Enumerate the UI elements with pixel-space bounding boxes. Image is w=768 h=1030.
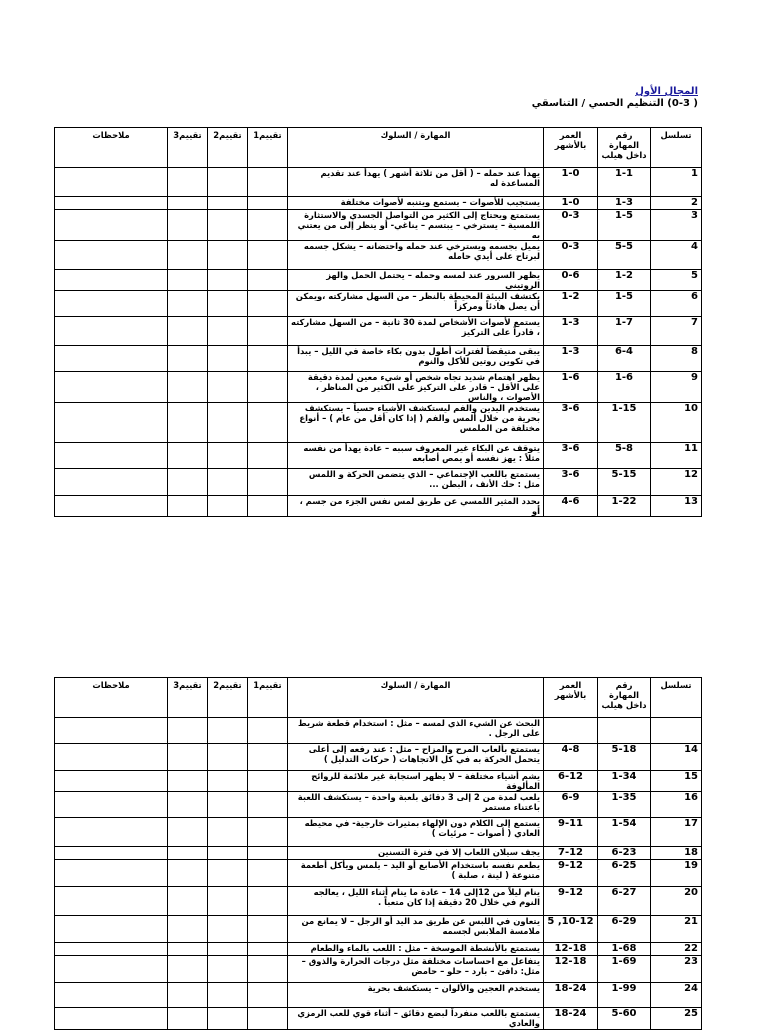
- eval2-cell: [208, 792, 248, 818]
- age-cell: 4-8: [544, 744, 598, 771]
- age-cell: 1-3: [544, 346, 598, 372]
- table-header-row: [55, 678, 702, 718]
- skill-number-cell: [598, 718, 651, 744]
- skills-table-2: [54, 677, 702, 1030]
- eval2-cell: [208, 887, 248, 916]
- eval2-cell: [208, 168, 248, 197]
- table-row: [55, 317, 702, 346]
- behavior-cell: يستخدم العجين والألوان – يستكشف بحرية: [288, 983, 544, 1008]
- notes-cell: [55, 372, 168, 403]
- eval3-cell: [168, 346, 208, 372]
- eval2-cell: [208, 291, 248, 317]
- table-row: [55, 270, 702, 291]
- skill-number-cell: 1-68: [598, 943, 651, 956]
- eval2-cell: [208, 241, 248, 270]
- table-row: [55, 956, 702, 983]
- serial-cell: 19: [651, 860, 702, 887]
- table-row: [55, 983, 702, 1008]
- header-eval1: تقييم1: [248, 128, 288, 168]
- notes-cell: [55, 403, 168, 443]
- skill-number-cell: 5-8: [598, 443, 651, 469]
- age-cell: 18-24: [544, 983, 598, 1008]
- table-row: [55, 346, 702, 372]
- header-age: العمر بالأشهر: [544, 128, 598, 168]
- eval1-cell: [248, 887, 288, 916]
- skill-number-cell: 1-34: [598, 771, 651, 792]
- serial-cell: 10: [651, 403, 702, 443]
- behavior-cell: يستمتع ويحتاج إلى الكثير من التواصل الجسدي والاستثارة اللمسية – يسترخي – يبتسم – يناغي- أو ينظر إلى من يعتني به: [288, 210, 544, 241]
- eval2-cell: [208, 469, 248, 496]
- behavior-cell: يستمتع باللعب الإجتماعي – الذي يتضمن الحركة و اللمس مثل : حك الأنف ، البطن ...: [288, 469, 544, 496]
- behavior-cell: يتوقف عن البكاء غير المعروف سببه – عادة يهدأ من نفسه مثلاً : يهز نفسه أو يمص أصابعه: [288, 443, 544, 469]
- eval3-cell: [168, 887, 208, 916]
- eval3-cell: [168, 792, 208, 818]
- eval3-cell: [168, 317, 208, 346]
- age-cell: 1-6: [544, 372, 598, 403]
- header-serial: تسلسل: [651, 128, 702, 168]
- domain-heading: [532, 86, 698, 110]
- eval3-cell: [168, 860, 208, 887]
- eval1-cell: [248, 168, 288, 197]
- behavior-cell: يتفاعل مع احساسات مختلفة مثل درجات الحرارة والذوق –مثل: دافئ – بارد – حلو – حامض: [288, 956, 544, 983]
- header-age: العمر بالأشهر: [544, 678, 598, 718]
- eval2-cell: [208, 847, 248, 860]
- skill-number-cell: 1-99: [598, 983, 651, 1008]
- eval3-cell: [168, 469, 208, 496]
- eval3-cell: [168, 983, 208, 1008]
- serial-cell: 6: [651, 291, 702, 317]
- eval2-cell: [208, 718, 248, 744]
- table-row: [55, 847, 702, 860]
- notes-cell: [55, 943, 168, 956]
- notes-cell: [55, 346, 168, 372]
- eval2-cell: [208, 270, 248, 291]
- skill-number-cell: 5-60: [598, 1008, 651, 1030]
- table-row: [55, 403, 702, 443]
- header-skill-no: رقم المهارة داخل هيلب: [598, 128, 651, 168]
- domain-title: المجال الأول: [635, 86, 698, 97]
- eval1-cell: [248, 469, 288, 496]
- eval2-cell: [208, 496, 248, 517]
- eval3-cell: [168, 744, 208, 771]
- header-eval1: تقييم1: [248, 678, 288, 718]
- eval2-cell: [208, 983, 248, 1008]
- serial-cell: 11: [651, 443, 702, 469]
- serial-cell: 16: [651, 792, 702, 818]
- header-notes: ملاحظات: [55, 678, 168, 718]
- eval3-cell: [168, 443, 208, 469]
- age-cell: 3-6: [544, 403, 598, 443]
- age-cell: 9-12: [544, 860, 598, 887]
- behavior-cell: يكتشف البيئة المحيطة بالنظر – من السهل مشاركته ،ويمكن أن يصل هادئاً ومركزاً: [288, 291, 544, 317]
- skill-number-cell: 6-27: [598, 887, 651, 916]
- behavior-cell: يميل بجسمه ويسترخي عند حمله واحتضانه – يشكل جسمه لبرتاح على أيدي حامله: [288, 241, 544, 270]
- notes-cell: [55, 168, 168, 197]
- table-row: [55, 744, 702, 771]
- eval1-cell: [248, 956, 288, 983]
- table-row: [55, 372, 702, 403]
- eval2-cell: [208, 916, 248, 943]
- eval3-cell: [168, 241, 208, 270]
- serial-cell: 1: [651, 168, 702, 197]
- skills-table-1: [54, 127, 702, 517]
- table-row: [55, 792, 702, 818]
- skill-number-cell: 1-69: [598, 956, 651, 983]
- serial-cell: 22: [651, 943, 702, 956]
- notes-cell: [55, 270, 168, 291]
- behavior-cell: يستمتع باللعب منفرداً لبضع دقائق – أثناء قوي للعب الرمزي والعادي: [288, 1008, 544, 1030]
- age-cell: 6-12: [544, 771, 598, 792]
- skill-number-cell: 1-5: [598, 210, 651, 241]
- notes-cell: [55, 1008, 168, 1030]
- eval1-cell: [248, 317, 288, 346]
- eval2-cell: [208, 818, 248, 847]
- eval1-cell: [248, 372, 288, 403]
- behavior-cell: يستخدم اليدين والفم ليستكشف الأشياء حسياً – يستكشف بحرية من خلال ألمس والفم ( إذا كان أقل من عام ) – أنواع مختلفة من الملمس: [288, 403, 544, 443]
- eval3-cell: [168, 956, 208, 983]
- behavior-cell: يلعب لمدة من 2 إلى 3 دقائق بلعبة واحدة – يستكشف اللعبة باعتناء مستمر: [288, 792, 544, 818]
- behavior-cell: يحدد المثير اللمسي عن طريق لمس نفس الجزء من جسم ، أو: [288, 496, 544, 517]
- skill-number-cell: 1-22: [598, 496, 651, 517]
- age-cell: 18-24: [544, 1008, 598, 1030]
- eval3-cell: [168, 372, 208, 403]
- eval3-cell: [168, 210, 208, 241]
- behavior-cell: يستمع لأصوات الأشخاص لمدة 30 ثانية – من السهل مشاركته ، قادراً على التركيز: [288, 317, 544, 346]
- age-cell: 0-3: [544, 210, 598, 241]
- skill-number-cell: 1-35: [598, 792, 651, 818]
- table-row: [55, 860, 702, 887]
- header-behavior: المهارة / السلوك: [288, 128, 544, 168]
- table-row: [55, 168, 702, 197]
- notes-cell: [55, 469, 168, 496]
- serial-cell: 24: [651, 983, 702, 1008]
- age-cell: 3-6: [544, 469, 598, 496]
- serial-cell: 4: [651, 241, 702, 270]
- skill-number-cell: 1-7: [598, 317, 651, 346]
- notes-cell: [55, 496, 168, 517]
- age-cell: 4-6: [544, 496, 598, 517]
- eval1-cell: [248, 847, 288, 860]
- serial-cell: 21: [651, 916, 702, 943]
- age-cell: 1-2: [544, 291, 598, 317]
- header-eval3: تقييم3: [168, 128, 208, 168]
- notes-cell: [55, 983, 168, 1008]
- eval1-cell: [248, 1008, 288, 1030]
- eval2-cell: [208, 346, 248, 372]
- eval1-cell: [248, 210, 288, 241]
- notes-cell: [55, 887, 168, 916]
- eval3-cell: [168, 496, 208, 517]
- notes-cell: [55, 197, 168, 210]
- eval1-cell: [248, 771, 288, 792]
- age-cell: 6-9: [544, 792, 598, 818]
- table-row: [55, 443, 702, 469]
- skill-number-cell: 6-4: [598, 346, 651, 372]
- table-row: [55, 241, 702, 270]
- notes-cell: [55, 771, 168, 792]
- eval3-cell: [168, 718, 208, 744]
- eval1-cell: [248, 291, 288, 317]
- serial-cell: 18: [651, 847, 702, 860]
- serial-cell: 15: [651, 771, 702, 792]
- table-row: [55, 210, 702, 241]
- notes-cell: [55, 792, 168, 818]
- behavior-cell: يستمع إلى الكلام دون الإلهاء بمثيرات خارجية- في محيطه العادي ( أصوات – مرئيات ): [288, 818, 544, 847]
- age-cell: 12-18: [544, 956, 598, 983]
- behavior-cell: يطعم نفسه باستخدام الأصابع أو اليد – يلمس ويأكل أطعمة متنوعة ( لينة ، صلبة ): [288, 860, 544, 887]
- table-row: [55, 496, 702, 517]
- header-skill-no: رقم المهارة داخل هيلب: [598, 678, 651, 718]
- header-eval2: تقييم2: [208, 678, 248, 718]
- serial-cell: 17: [651, 818, 702, 847]
- eval3-cell: [168, 818, 208, 847]
- eval1-cell: [248, 197, 288, 210]
- eval1-cell: [248, 860, 288, 887]
- age-cell: 7-12: [544, 847, 598, 860]
- eval2-cell: [208, 197, 248, 210]
- eval3-cell: [168, 403, 208, 443]
- eval3-cell: [168, 291, 208, 317]
- age-cell: 3-6: [544, 443, 598, 469]
- eval2-cell: [208, 860, 248, 887]
- notes-cell: [55, 744, 168, 771]
- eval1-cell: [248, 818, 288, 847]
- eval1-cell: [248, 983, 288, 1008]
- table-row: [55, 469, 702, 496]
- table-header-row: [55, 128, 702, 168]
- notes-cell: [55, 291, 168, 317]
- serial-cell: 20: [651, 887, 702, 916]
- eval2-cell: [208, 943, 248, 956]
- eval1-cell: [248, 496, 288, 517]
- eval1-cell: [248, 916, 288, 943]
- table-row: [55, 771, 702, 792]
- eval1-cell: [248, 744, 288, 771]
- serial-cell: 9: [651, 372, 702, 403]
- skill-number-cell: 5-15: [598, 469, 651, 496]
- behavior-cell: يظهر اهتمام شديد تجاه شخص أو شيء معين لمدة دقيقة على الأقل – قادر على التركيز على الكثير من المناظر ، الأصوات ، والناس: [288, 372, 544, 403]
- skill-number-cell: 1-5: [598, 291, 651, 317]
- eval1-cell: [248, 403, 288, 443]
- eval3-cell: [168, 197, 208, 210]
- age-cell: 1-0: [544, 197, 598, 210]
- skill-number-cell: 6-29: [598, 916, 651, 943]
- serial-cell: 3: [651, 210, 702, 241]
- header-notes: ملاحظات: [55, 128, 168, 168]
- skill-number-cell: 1-3: [598, 197, 651, 210]
- header-behavior: المهارة / السلوك: [288, 678, 544, 718]
- eval1-cell: [248, 718, 288, 744]
- skill-number-cell: 1-1: [598, 168, 651, 197]
- serial-cell: 14: [651, 744, 702, 771]
- table-row: [55, 818, 702, 847]
- header-serial: تسلسل: [651, 678, 702, 718]
- domain-subtitle: ( 0-3) التنظيم الحسي / التناسقي: [531, 98, 698, 109]
- serial-cell: 13: [651, 496, 702, 517]
- serial-cell: 23: [651, 956, 702, 983]
- age-cell: 9-11: [544, 818, 598, 847]
- notes-cell: [55, 210, 168, 241]
- behavior-cell: يهدأ عند حمله – ( أقل من ثلاثة أشهر ) يهدأ عند تقديم المساعدة له: [288, 168, 544, 197]
- table-row: [55, 887, 702, 916]
- eval2-cell: [208, 317, 248, 346]
- eval1-cell: [248, 346, 288, 372]
- skill-number-cell: 5-5: [598, 241, 651, 270]
- serial-cell: 12: [651, 469, 702, 496]
- notes-cell: [55, 443, 168, 469]
- notes-cell: [55, 317, 168, 346]
- table-row: [55, 291, 702, 317]
- behavior-cell: يستمتع بالأنشطة الموسخة – مثل : اللعب بالماء والطعام: [288, 943, 544, 956]
- table-row: [55, 916, 702, 943]
- behavior-cell: يظهر السرور عند لمسه وحمله – يحتمل الحمل والهز الروتيني: [288, 270, 544, 291]
- notes-cell: [55, 916, 168, 943]
- eval1-cell: [248, 792, 288, 818]
- notes-cell: [55, 847, 168, 860]
- eval3-cell: [168, 847, 208, 860]
- skill-number-cell: 5-18: [598, 744, 651, 771]
- eval2-cell: [208, 403, 248, 443]
- notes-cell: [55, 718, 168, 744]
- eval3-cell: [168, 168, 208, 197]
- eval3-cell: [168, 1008, 208, 1030]
- eval1-cell: [248, 270, 288, 291]
- age-cell: 5 ,10-12: [544, 916, 598, 943]
- eval2-cell: [208, 956, 248, 983]
- eval2-cell: [208, 372, 248, 403]
- serial-cell: 25: [651, 1008, 702, 1030]
- eval3-cell: [168, 916, 208, 943]
- skill-number-cell: 1-2: [598, 270, 651, 291]
- behavior-cell: البحث عن الشيء الذي لمسه – مثل : استخدام قطعة شريط على الرجل .: [288, 718, 544, 744]
- table-row: [55, 1008, 702, 1030]
- age-cell: 0-3: [544, 241, 598, 270]
- table-row: [55, 943, 702, 956]
- eval2-cell: [208, 771, 248, 792]
- skill-number-cell: 6-23: [598, 847, 651, 860]
- eval3-cell: [168, 270, 208, 291]
- skill-number-cell: 1-54: [598, 818, 651, 847]
- eval1-cell: [248, 241, 288, 270]
- behavior-cell: ينام ليلاً من 12إلى 14 – عادة ما ينام أثناء الليل ، يعالجه النوم في خلال 20 دقيقة إذا كان متعباً .: [288, 887, 544, 916]
- behavior-cell: يستمتع بألعاب المرح والمزاح – مثل : عند رفعه إلى أعلى يتحمل الحركة به في كل الاتجاهات ( حركات التدليل ): [288, 744, 544, 771]
- skill-number-cell: 6-25: [598, 860, 651, 887]
- serial-cell: 7: [651, 317, 702, 346]
- eval1-cell: [248, 443, 288, 469]
- eval2-cell: [208, 744, 248, 771]
- age-cell: 0-6: [544, 270, 598, 291]
- behavior-cell: يجف سيلان اللعاب إلا في فترة التسنين: [288, 847, 544, 860]
- serial-cell: 2: [651, 197, 702, 210]
- notes-cell: [55, 860, 168, 887]
- behavior-cell: يتعاون في اللبس عن طريق مد اليد أو الرجل – لا يمانع من ملامسة الملابس لجسمه: [288, 916, 544, 943]
- age-cell: 1-3: [544, 317, 598, 346]
- eval2-cell: [208, 1008, 248, 1030]
- table-row: [55, 718, 702, 744]
- notes-cell: [55, 818, 168, 847]
- eval2-cell: [208, 443, 248, 469]
- age-cell: 12-18: [544, 943, 598, 956]
- serial-cell: [651, 718, 702, 744]
- behavior-cell: يستجيب للأصوات – يستمع ويتنبه لأصوات مختلفة: [288, 197, 544, 210]
- header-eval2: تقييم2: [208, 128, 248, 168]
- eval3-cell: [168, 943, 208, 956]
- behavior-cell: يشم أشياء مختلفة – لا يظهر استجابة غير ملائمة للروائح المألوفة: [288, 771, 544, 792]
- age-cell: [544, 718, 598, 744]
- table-row: [55, 197, 702, 210]
- notes-cell: [55, 241, 168, 270]
- behavior-cell: يبقى متيقضاً لفترات أطول بدون بكاء خاصة في الليل – يبدأ في تكوين روتين للأكل والنوم: [288, 346, 544, 372]
- skill-number-cell: 1-6: [598, 372, 651, 403]
- age-cell: 1-0: [544, 168, 598, 197]
- eval2-cell: [208, 210, 248, 241]
- serial-cell: 8: [651, 346, 702, 372]
- notes-cell: [55, 956, 168, 983]
- age-cell: 9-12: [544, 887, 598, 916]
- header-eval3: تقييم3: [168, 678, 208, 718]
- serial-cell: 5: [651, 270, 702, 291]
- skill-number-cell: 1-15: [598, 403, 651, 443]
- eval1-cell: [248, 943, 288, 956]
- eval3-cell: [168, 771, 208, 792]
